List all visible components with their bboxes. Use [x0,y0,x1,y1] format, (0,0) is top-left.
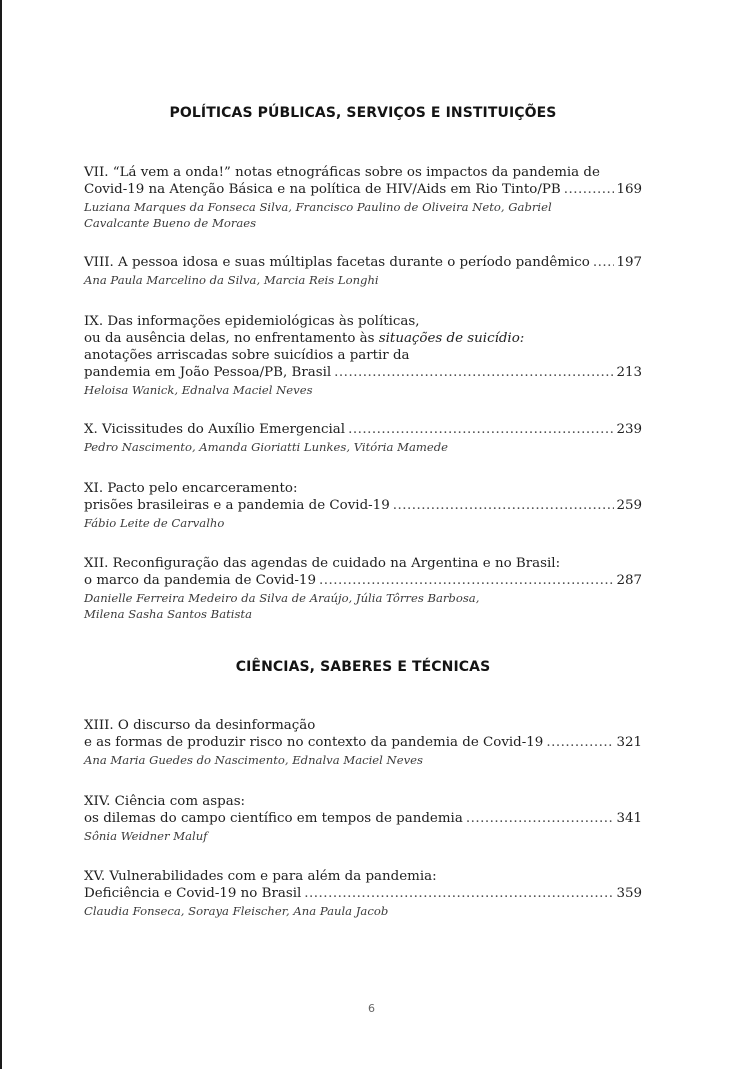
entry-authors: Milena Sasha Santos Batista [84,607,252,621]
dot-leader [334,364,614,381]
entry-authors: Heloisa Wanick, Ednalva Maciel Neves [84,383,313,397]
entry-title-text: e as formas de produzir risco no contexto da pandemia de Covid-19 [84,735,544,750]
entry-title-line: anotações arriscadas sobre suicídios a partir da [84,348,410,363]
toc-entry-xiv[interactable] [84,793,642,844]
dot-leader [304,885,614,902]
entry-title-line-last [84,254,642,271]
entry-title-text: Covid-19 na Atenção Básica e na política de HIV/Aids em Rio Tinto/PB [84,182,561,197]
entry-title-text: pandemia em João Pessoa/PB, Brasil [84,365,332,380]
toc-entry-xv[interactable] [84,868,642,919]
toc-entry-viii[interactable] [84,254,642,288]
entry-page-number[interactable]: 287 [616,573,642,588]
entry-authors: Danielle Ferreira Medeiro da Silva de Araújo, Júlia Tôrres Barbosa, [84,591,480,605]
toc-entry-vii[interactable] [84,164,642,231]
entry-title-text: ou da ausência delas, no enfrentamento às [84,331,379,346]
entry-authors: Fábio Leite de Carvalho [84,516,225,530]
entry-title-text: Deficiência e Covid-19 no Brasil [84,886,302,901]
entry-authors: Cavalcante Bueno de Moraes [84,216,257,230]
entry-title-line: VII. “Lá vem a onda!” notas etnográficas sobre os impactos da pandemia de [84,165,600,180]
entry-title-line-last [84,364,642,381]
page-edge-rule [0,0,2,1069]
dot-leader [319,572,614,589]
entry-title-text: VIII. A pessoa idosa e suas múltiplas facetas durante o período pandêmico [84,255,590,270]
entry-page-number[interactable]: 213 [616,365,642,380]
entry-authors: Sônia Weidner Maluf [84,829,208,843]
entry-authors: Ana Maria Guedes do Nascimento, Ednalva Maciel Neves [84,753,423,767]
entry-title-text: X. Vicissitudes do Auxílio Emergencial [84,422,346,437]
entry-title-line-last [84,497,642,514]
toc-entry-xiii[interactable] [84,717,642,768]
entry-title-line [84,330,642,347]
entry-authors: Claudia Fonseca, Soraya Fleischer, Ana Paula Jacob [84,904,389,918]
entry-authors: Ana Paula Marcelino da Silva, Marcia Reis Longhi [84,273,379,287]
toc-entry-xii[interactable] [84,555,642,622]
dot-leader [564,181,615,198]
section-heading-ciencias: CIÊNCIAS, SABERES E TÉCNICAS [235,659,491,675]
entry-authors: Luziana Marques da Fonseca Silva, Francisco Paulino de Oliveira Neto, Gabriel [84,200,552,214]
page-number-folio: 6 [368,1002,375,1015]
entry-page-number[interactable]: 341 [616,811,642,826]
entry-title-line-last [84,885,642,902]
dot-leader [348,421,614,438]
entry-title-line-last [84,181,642,198]
entry-title-text: prisões brasileiras e a pandemia de Covid-19 [84,498,390,513]
entry-page-number[interactable]: 321 [616,735,642,750]
entry-title-italic: situações de suicídio: [378,331,525,346]
entry-page-number[interactable]: 239 [616,422,642,437]
dot-leader [393,497,615,514]
toc-entry-xi[interactable] [84,480,642,531]
entry-title-line: XII. Reconfiguração das agendas de cuidado na Argentina e no Brasil: [84,556,561,571]
toc-entry-x[interactable] [84,421,642,455]
section-heading-politicas: POLÍTICAS PÚBLICAS, SERVIÇOS E INSTITUIÇÕES [169,105,557,121]
toc-entry-ix[interactable] [84,313,642,398]
entry-title-line: XV. Vulnerabilidades com e para além da pandemia: [84,869,437,884]
entry-title-text: os dilemas do campo científico em tempos de pandemia [84,811,463,826]
dot-leader [466,810,615,827]
entry-title-line-last [84,734,642,751]
entry-page-number[interactable]: 259 [616,498,642,513]
entry-title-line: IX. Das informações epidemiológicas às políticas, [84,314,420,329]
dot-leader [593,254,615,271]
table-of-contents-page [84,0,642,1069]
entry-page-number[interactable]: 197 [616,255,642,270]
entry-title-line-last [84,810,642,827]
entry-title-line: XIII. O discurso da desinformação [84,718,316,733]
entry-page-number[interactable]: 359 [616,886,642,901]
dot-leader [546,734,614,751]
entry-title-line-last [84,572,642,589]
entry-title-text: o marco da pandemia de Covid-19 [84,573,316,588]
entry-title-line-last [84,421,642,438]
entry-page-number[interactable]: 169 [616,182,642,197]
entry-authors: Pedro Nascimento, Amanda Gioriatti Lunkes, Vitória Mamede [84,440,449,454]
entry-title-line: XIV. Ciência com aspas: [84,794,246,809]
entry-title-line: XI. Pacto pelo encarceramento: [84,481,298,496]
